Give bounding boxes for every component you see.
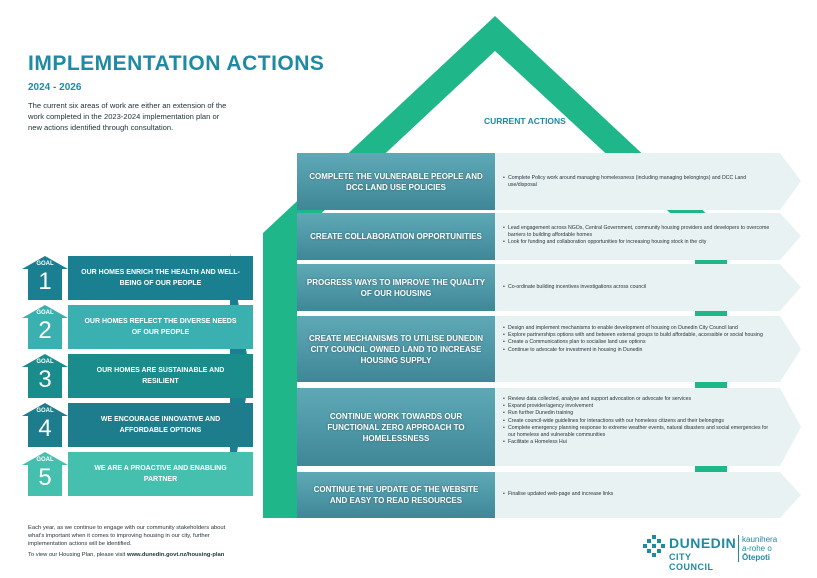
area-title: CREATE COLLABORATION OPPORTUNITIES (310, 232, 482, 241)
goal-badge-3 (22, 354, 68, 398)
action-item: • Review data collected, analyse and support advocation or advocate for services (503, 396, 775, 403)
area-title: CONTINUE WORK TOWARDS OUR FUNCTIONAL ZERO APPROACH TO HOMELESSNESS (327, 411, 465, 443)
goal-number: 2 (38, 317, 52, 344)
footer-visit (28, 552, 224, 558)
goal-label: GOAL (36, 261, 54, 267)
area-title: CONTINUE THE UPDATE OF THE WEBSITE AND EASY TO READ RESOURCES (313, 485, 479, 505)
action-item: • Lead engagement across NGOs, Central Government, community housing providers and developers to overcome barriers to building affordable homes (503, 225, 775, 239)
logo-name: DUNEDIN (669, 535, 737, 551)
intro-text: The current six areas of work are either an extension of the work completed in the 2023-2024 implementation plan or new actions identified through consultation. (28, 101, 227, 132)
area-title: PROGRESS WAYS TO IMPROVE THE QUALITY OF OUR HOUSING (306, 277, 486, 298)
area-panel-3 (297, 264, 495, 311)
footer-note: Each year, as we continue to engage with our community stakeholders about what's important when it comes to improving housing in our city, further implementation actions will be identified. (28, 525, 226, 547)
action-item: • Create council-wide guidelines for interactions with our homeless citizens and their belongings (503, 418, 775, 425)
logo-maori-1: kaunihera (742, 535, 778, 544)
action-item: • Create a Communications plan to socialise land use options (503, 339, 775, 346)
goal-2 (22, 305, 242, 349)
area-panel-4 (297, 316, 495, 382)
goal-label: GOAL (36, 457, 54, 463)
goal-text: OUR HOMES ARE SUSTAINABLE AND RESILIENT (96, 367, 225, 385)
action-item: • Expand provider/agency involvement (503, 403, 775, 410)
action-item: • Finalise updated web-page and increase links (503, 491, 775, 498)
logo-maori-2: a-rohe o (742, 544, 772, 553)
logo-maori (738, 535, 777, 562)
page-title: IMPLEMENTATION ACTIONS (28, 52, 325, 75)
goal-number: 4 (38, 415, 52, 442)
goal-label: GOAL (36, 359, 54, 365)
goal-label: GOAL (36, 310, 54, 316)
action-item: • Co-ordinate building incentives investigations across council (503, 284, 775, 291)
visit-text: To view our Housing Plan, please visit (28, 552, 126, 558)
logo-maori-3: Ōtepoti (742, 553, 770, 562)
action-item: • Look for funding and collaboration opportunities for increasing housing stock in the city (503, 239, 775, 246)
goal-badge-1 (22, 256, 68, 300)
goal-4 (22, 403, 242, 447)
goal-badge-4 (22, 403, 68, 447)
action-item: • Continue to advocate for investment in housing in Dunedin (503, 347, 775, 354)
area-title: COMPLETE THE VULNERABLE PEOPLE AND DCC LAND USE POLICIES (309, 171, 483, 192)
action-item: • Run further Dunedin training (503, 410, 775, 417)
goal-label: GOAL (36, 408, 54, 414)
goal-5 (22, 452, 242, 496)
area-title: CREATE MECHANISMS TO UTILISE DUNEDIN CITY COUNCIL OWNED LAND TO INCREASE HOUSING SUPPLY (309, 333, 483, 365)
goal-text: WE ARE A PROACTIVE AND ENABLING PARTNER (94, 465, 227, 483)
goal-text: OUR HOMES REFLECT THE DIVERSE NEEDS OF OUR PEOPLE (84, 318, 237, 336)
dcc-emblem-icon (643, 535, 665, 557)
area-panel-1 (297, 153, 495, 210)
dcc-logo (643, 535, 778, 572)
years: 2024 - 2026 (28, 82, 82, 93)
area-panel-5 (297, 388, 495, 466)
area-panel-2 (297, 213, 495, 260)
goal-3 (22, 354, 242, 398)
housing-plan-link[interactable]: www.dunedin.govt.nz/housing-plan (126, 552, 225, 558)
goal-number: 3 (38, 366, 52, 393)
action-item: • Explore partnerships options with and between external groups to build affordable, accessible or social housing (503, 332, 775, 339)
goal-1 (22, 256, 242, 300)
goal-text: WE ENCOURAGE INNOVATIVE AND AFFORDABLE OPTIONS (100, 416, 221, 434)
logo-sub: CITY COUNCIL (669, 552, 714, 572)
action-item: • Complete emergency planning response to extreme weather events, natural disasters and social emergencies for our homeless and vulnerable communities (503, 425, 775, 439)
goal-badge-2 (22, 305, 68, 349)
action-item: • Facilitate a Homeless Hui (503, 439, 775, 446)
current-actions-heading: CURRENT ACTIONS (484, 116, 566, 126)
goal-text: OUR HOMES ENRICH THE HEALTH AND WELL-BEING OF OUR PEOPLE (81, 269, 240, 287)
goal-badge-5 (22, 452, 68, 496)
action-item: • Design and implement mechanisms to enable development of housing on Dunedin City Council land (503, 325, 775, 332)
action-item: • Complete Policy work around managing homelessness (including managing belongings) and DCC Land use/disposal (503, 175, 775, 189)
goal-number: 5 (38, 464, 52, 491)
goal-number: 1 (38, 268, 52, 295)
area-panel-6 (297, 472, 495, 518)
